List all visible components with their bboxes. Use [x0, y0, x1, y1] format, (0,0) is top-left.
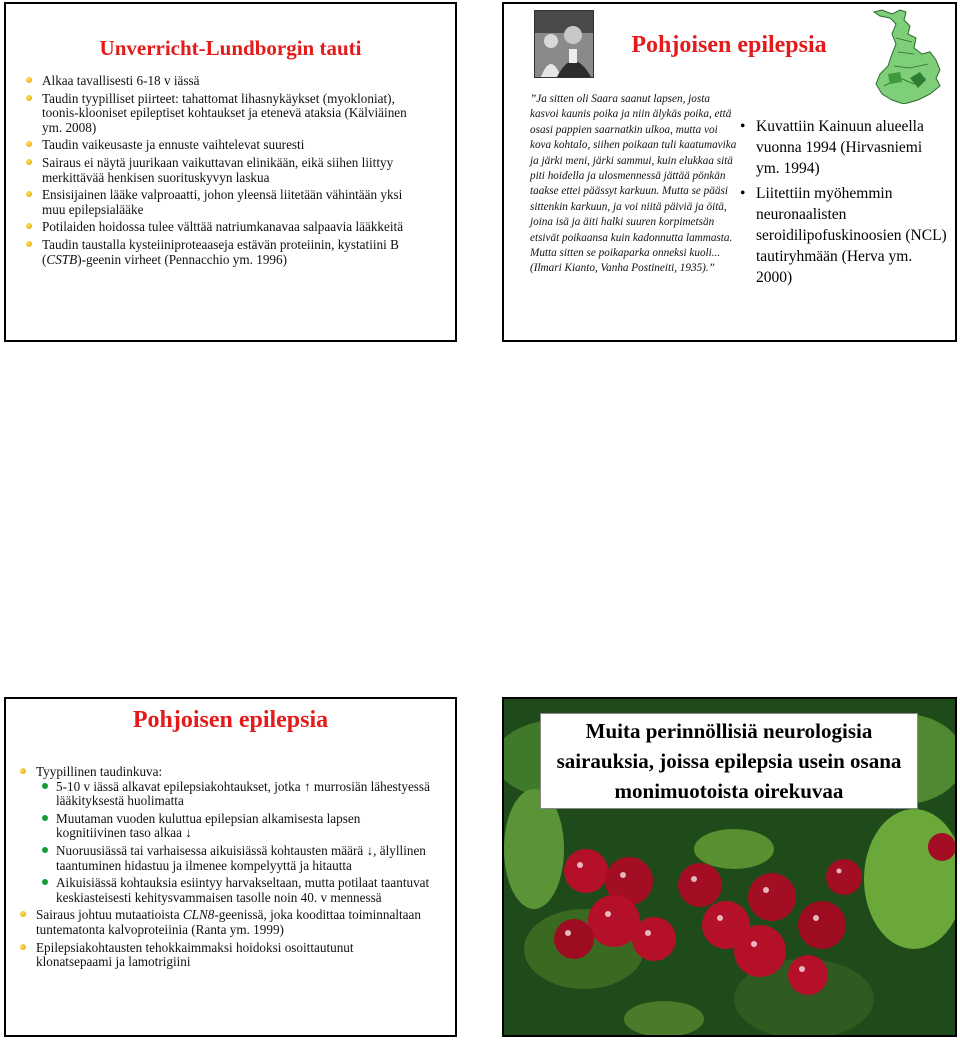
list-item: Sairaus ei näytä juurikaan vaikuttavan elinikään, eikä siihen liittyy merkittävää henkisen suorituskyvyn laskua: [20, 156, 420, 185]
bullet-icon: [26, 95, 32, 101]
bullet-icon: [20, 768, 26, 774]
arrow-up-icon: ↑: [303, 778, 311, 794]
list-item: • Kuvattiin Kainuun alueella vuonna 1994 (Hirvasniemi ym. 1994): [740, 118, 924, 177]
bullet-icon: [26, 159, 32, 165]
list-item: Ensisijainen lääke valproaatti, johon yleensä liitetään vähintään yksi muu epilepsialääke: [20, 188, 420, 217]
arrow-down-icon: ↓: [366, 842, 374, 858]
slide-unverricht-lundborg: [4, 2, 457, 342]
list-item: Taudin tyypilliset piirteet: tahattomat lihasnykäykset (myokloniat), toonis-klooniset epileptiset kohtaukset ja etenevä ataksia (Kälviäinen ym. 2008): [20, 92, 420, 136]
list-item: Taudin vaikeusaste ja ennuste vaihtelevat suuresti: [20, 138, 420, 153]
slide-title: Unverricht-Lundborgin tauti: [99, 36, 362, 60]
bullet-icon: [42, 847, 48, 853]
bullet-list: [736, 116, 948, 292]
portrait-photo: [534, 10, 594, 78]
slide-pohjoisen-epilepsia-1: [502, 2, 957, 342]
list-item: Taudin taustalla kysteiiniproteaaseja estävän proteiinin, kystatiini B (CSTB)-geenin virheet (Pennacchio ym. 1996): [20, 238, 420, 267]
slide-lingonberry: [502, 697, 957, 1037]
finland-map-icon: [870, 8, 948, 104]
slide-title: Pohjoisen epilepsia: [132, 707, 329, 733]
list-item: Tyypillinen taudinkuva: 5-10 v iässä alkavat epilepsiakohtaukset, jotka ↑ murrosiän lähestyessä lääkityksestä huolimatta Muutaman vuoden kuluttua epilepsian alkamisesta lapsen kognitiivinen taso alkaa ↓ Nuoruusiässä tai varhaisessa aikuisiässä kohtausten määrä ↓, älyllinen taantuminen hidastuu ja ilmenee kompelyyttä ja hitautta Aikuisiässä kohtauksia esiintyy harvakseltaan, mutta potilaat taantuvat keskiasteisesti kehitysvammaisen tasolle noin 40. v mennessä: [14, 765, 432, 905]
bullet-icon: [26, 141, 32, 147]
bullet-icon: •: [740, 118, 746, 135]
sub-bullet-list: [36, 780, 432, 906]
bullet-icon: [26, 223, 32, 229]
bullet-icon: [42, 783, 48, 789]
list-item: Sairaus johtuu mutaatioista CLN8-geenissä, joka koodittaa toiminnaltaan tuntematonta kalvoproteiinia (Ranta ym. 1999): [14, 908, 432, 937]
bullet-icon: [42, 879, 48, 885]
bullet-icon: [42, 815, 48, 821]
slide-title: Pohjoisen epilepsia: [631, 32, 827, 58]
bullet-icon: [20, 944, 26, 950]
bullet-icon: [26, 191, 32, 197]
bullet-list: [20, 74, 420, 270]
slide-title: Muita perinnöllisiä neurologisia sairauksia, joissa epilepsia usein osana monimuotoista oirekuvaa: [540, 713, 918, 809]
quote-text: ”Ja sitten oli Saara saanut lapsen, josta kasvoi kaunis poika ja niin älykäs poika, että osasi pappien saarnatkin ulkoa, mutta voi kova kohtalo, siihen poikaan tuli kaatumavika ja järki meni, järki sammui, kuin elukkaa sitä piti hoidella ja ulosmennessä jättää pönkän taakse ettei päässyt karkuun. Mutta se pääsi sittenkin karkuun, ja voi niitä päiviä ja öitä, joina isä ja äiti halki suuren korpimetsän etsivät poikaansa kuin kadonnutta lammasta. Mutta sitten se poikaparka onneksi kuoli... (Ilmari Kianto, Vanha Postineiti, 1935).”: [530, 93, 737, 275]
list-item: Alkaa tavallisesti 6-18 v iässä: [20, 74, 420, 89]
list-item: Aikuisiässä kohtauksia esiintyy harvakseltaan, mutta potilaat taantuvat keskiasteisesti kehitysvammaisen tasolle noin 40. v mennessä: [36, 876, 432, 905]
bullet-icon: [20, 911, 26, 917]
slide-pohjoisen-epilepsia-2: [4, 697, 457, 1037]
list-item: 5-10 v iässä alkavat epilepsiakohtaukset, jotka ↑ murrosiän lähestyessä lääkityksestä huolimatta: [36, 780, 432, 809]
list-item: Muutaman vuoden kuluttua epilepsian alkamisesta lapsen kognitiivinen taso alkaa ↓: [36, 812, 432, 841]
list-item: Nuoruusiässä tai varhaisessa aikuisiässä kohtausten määrä ↓, älyllinen taantuminen hidastuu ja ilmenee kompelyyttä ja hitautta: [36, 844, 432, 873]
bullet-icon: [26, 241, 32, 247]
list-item: Epilepsiakohtausten tehokkaimmaksi hoidoksi osoittautunut klonatsepaami ja lamotrigiini: [14, 941, 432, 970]
bullet-icon: •: [740, 185, 746, 202]
bullet-icon: [26, 77, 32, 83]
list-item: • Liitettiin myöhemmin neuronaalisten seroidilipofuskinoosien (NCL) tautiryhmään (Herva ym. 2000): [740, 185, 947, 286]
list-item: Potilaiden hoidossa tulee välttää natriumkanavaa salpaavia lääkkeitä: [20, 220, 420, 235]
arrow-down-icon: ↓: [185, 825, 192, 841]
bullet-list: [14, 765, 432, 973]
